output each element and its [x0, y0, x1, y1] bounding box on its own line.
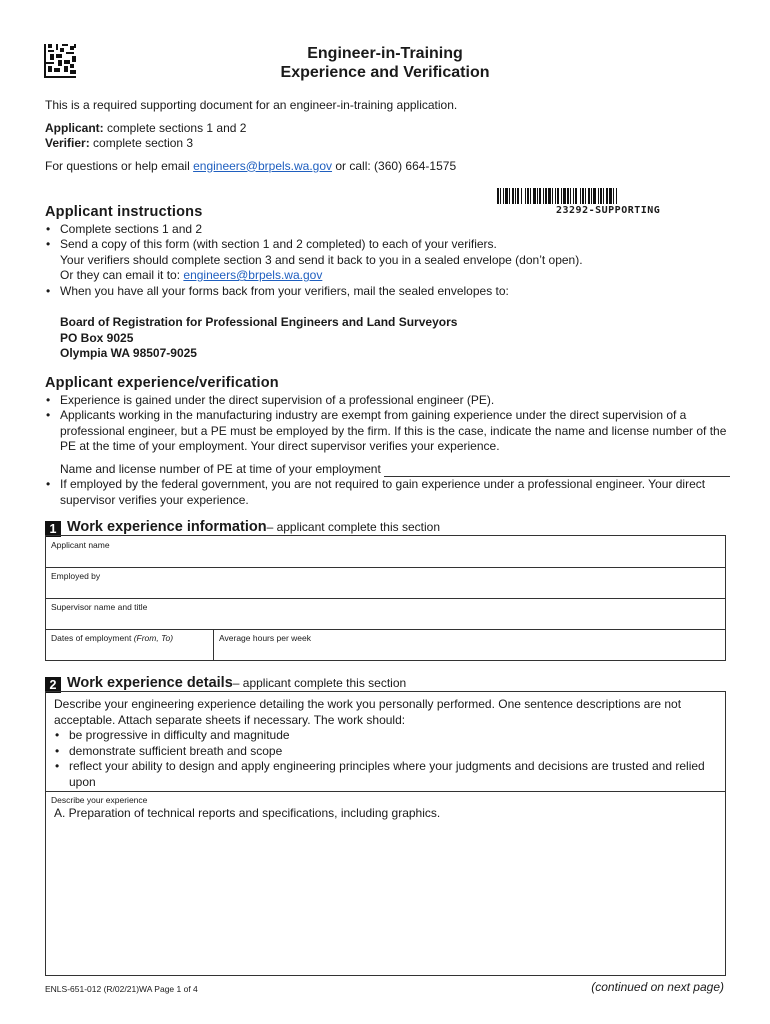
verifier-label: Verifier:	[45, 136, 90, 150]
address-line-2: PO Box 9025	[60, 330, 134, 345]
dates-label	[51, 633, 173, 643]
list-item: • Applicants working in the manufacturing industry are exempt from gaining experience under the direct supervision of a professional engineer, but a PE must be employed by the firm. If this is the case, indicate the name and license number of the PE at the time of your employment. Your direct supervisor verifies your experience.	[45, 408, 730, 455]
applicant-instructions	[45, 205, 735, 362]
questions-suffix: or call: (360) 664-1575	[335, 158, 457, 173]
experience-verification-list-2	[45, 477, 730, 508]
applicant-label: Applicant:	[45, 120, 104, 135]
pe-field-row	[60, 462, 730, 478]
applicant-instructions-heading: Applicant instructions	[45, 204, 203, 220]
address-line-1: Board of Registration for Professional Engineers and Land Surveyors	[60, 315, 458, 329]
experience-value: A. Preparation of technical reports and specifications, including graphics.	[54, 806, 441, 820]
section-2-form	[45, 691, 726, 976]
applicant-name-field[interactable]	[46, 536, 725, 568]
contact-email-link[interactable]: engineers@brpels.wa.gov	[193, 158, 333, 173]
mailing-address	[60, 315, 735, 362]
section-1-form	[45, 535, 726, 661]
section-number-badge: 1	[45, 521, 61, 537]
supervisor-field[interactable]	[46, 598, 725, 630]
list-item: • When you have all your forms back from your verifiers, mail the sealed envelopes to:	[45, 284, 735, 300]
instruction-verifiers-complete: Your verifiers should complete section 3 and send it back to you in a sealed envelope (don’t open).	[60, 252, 583, 267]
applicant-text: complete sections 1 and 2	[107, 120, 247, 135]
verifier-email-link[interactable]: engineers@brpels.wa.gov	[183, 268, 323, 282]
supervisor-label: Supervisor name and title	[51, 602, 148, 612]
list-item: • If employed by the federal government, you are not required to gain experience under a professional engineer. Your direct supervisor verifies your experience.	[45, 477, 730, 508]
form-id: ENLS-651-012 (R/02/21)WA Page 1 of 4	[45, 984, 198, 994]
title-line-2: Experience and Verification	[280, 64, 490, 81]
instruction-email-line	[60, 268, 735, 284]
dates-field[interactable]	[46, 629, 214, 660]
instruction-send-copy: • Send a copy of this form (with section 1 and 2 completed) to each of your verifiers.	[60, 237, 497, 251]
pe-field-input[interactable]	[384, 464, 730, 477]
section-2-subtitle: – applicant complete this section	[232, 676, 407, 690]
intro-verifier-line	[45, 136, 735, 152]
barcode-icon	[497, 188, 699, 204]
employed-by-field[interactable]	[46, 567, 725, 599]
hours-label: Average hours per week	[219, 633, 311, 643]
dates-label-italic: (From, To)	[133, 633, 174, 643]
list-item: • demonstrate sufficient breath and scope	[54, 744, 714, 760]
barcode-text: 23292-SUPPORTING	[556, 205, 661, 216]
title-line-1: Engineer-in-Training	[307, 45, 463, 62]
list-item: • be progressive in difficulty and magnitude	[54, 728, 714, 744]
questions-prefix: For questions or help email	[45, 158, 190, 173]
section-2-criteria-list	[54, 728, 714, 790]
applicant-name-label: Applicant name	[51, 540, 110, 550]
experience-verification-list	[45, 393, 730, 455]
experience-label: Describe your experience	[51, 795, 148, 805]
list-item: • reflect your ability to design and apply engineering principles where your judgments and decisions are trusted and relied upon	[54, 759, 714, 790]
list-item	[45, 237, 735, 284]
list-item: • Complete sections 1 and 2	[45, 222, 735, 238]
dates-label-text: Dates of employment	[51, 633, 132, 643]
section-2-description: Describe your engineering experience detailing the work you personally performed. One sentence descriptions are not acceptable. Attach separate sheets if necessary. The work should:	[54, 697, 682, 727]
verifier-text: complete section 3	[93, 136, 194, 150]
continued-note: (continued on next page)	[591, 980, 724, 994]
hours-field[interactable]	[214, 629, 725, 660]
experience-verification-heading: Applicant experience/verification	[45, 375, 279, 391]
email-prefix: Or they can email it to:	[60, 268, 181, 282]
intro-contact-line	[45, 159, 735, 175]
pe-field-label: Name and license number of PE at time of your employment	[60, 461, 381, 476]
experience-textarea[interactable]	[46, 792, 725, 975]
intro-required-text: This is a required supporting document for an engineer-in-training application.	[45, 98, 458, 112]
intro-block	[45, 98, 735, 174]
section-1-subtitle: – applicant complete this section	[266, 520, 440, 534]
section-2-instructions	[54, 697, 714, 790]
address-line-3: Olympia WA 98507-9025	[60, 346, 197, 360]
page-title	[0, 44, 770, 82]
list-item: • Experience is gained under the direct supervision of a professional engineer (PE).	[45, 393, 730, 409]
section-1-title: Work experience information	[67, 519, 267, 535]
intro-applicant-line	[45, 121, 735, 137]
section-2-title: Work experience details	[67, 675, 233, 691]
applicant-instructions-list	[45, 222, 735, 300]
experience-verification	[45, 376, 730, 508]
employed-by-label: Employed by	[51, 571, 101, 581]
section-number-badge: 2	[45, 677, 61, 693]
